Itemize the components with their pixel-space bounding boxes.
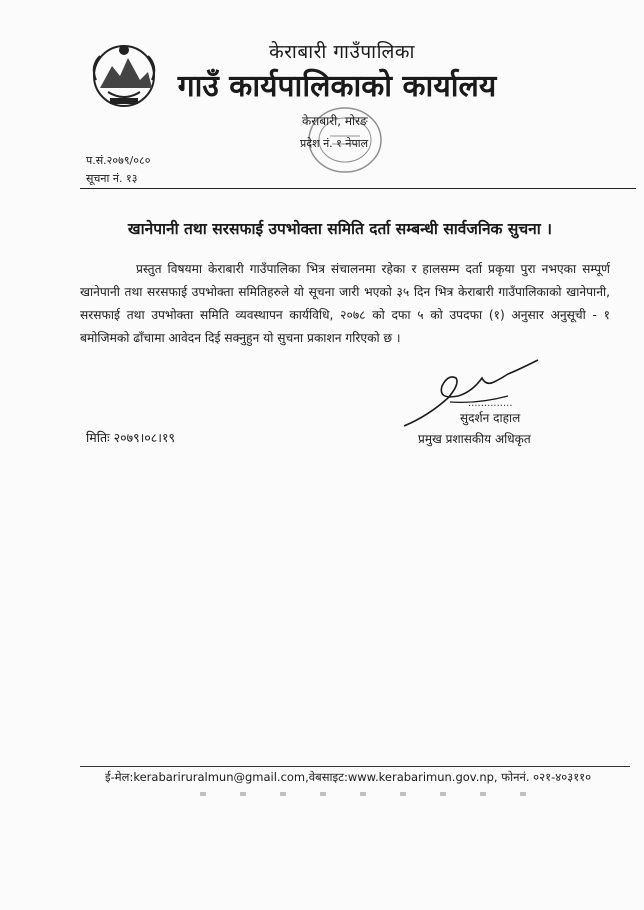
notice-subject: खानेपानी तथा सरसफाई उपभोक्ता समिति दर्ता सम्बन्धी सार्वजनिक सुचना ।: [127, 220, 553, 238]
office-seal-stamp-icon: [300, 102, 390, 180]
footer-divider: [80, 766, 630, 767]
notice-number: सूचना नं. १३: [86, 172, 138, 185]
municipality-name: केराबारी गाउँपालिका: [269, 41, 415, 63]
province-line: प्रदेश नं. १ नेपाल: [300, 137, 369, 150]
office-address: केराबारी, मोरङ: [302, 114, 368, 128]
footer-contact: ई-मेल:kerabariruralmun@gmail.com,वेबसाइट:www.kerabarimun.gov.np, फोननं. ०२१-४०३११०: [105, 770, 592, 784]
header-divider: [80, 188, 636, 189]
signature-dots: ..............: [468, 398, 513, 409]
letter-reference-number: प.सं.२०७९/०८०: [86, 154, 151, 167]
notice-body: प्रस्तुत विषयमा केराबारी गाउँपालिका भित्र संचालनमा रहेका र हालसम्म दर्ता प्रकृया पुरा नभएका सम्पूर्ण खानेपानी तथा सरसफाई उपभोक्ता समितिहरुले यो सूचना जारी भएको ३५ दिन भित्र केराबारी गाउँपालिकाको खानेपानी, सरसफाई तथा उपभोक्ता समिति व्यवस्थापन कार्यविधि, २०७८ को दफा ५ को उपदफा (१) अनुसार अनुसूची - १ बमोजिमको ढाँचामा आवेदन दिई सक्नुहुन यो सुचना प्रकाशन गरिएको छ ।: [80, 262, 610, 345]
office-name: गाउँ कार्यपालिकाको कार्यालय: [177, 69, 497, 104]
notice-date: मितिः २०७९।०८।१९: [86, 430, 176, 445]
signatory-title: प्रमुख प्रशासकीय अधिकृत: [418, 432, 531, 446]
footer-faint-text: [200, 792, 540, 796]
signatory-name: सुदर्शन दाहाल: [460, 411, 521, 425]
